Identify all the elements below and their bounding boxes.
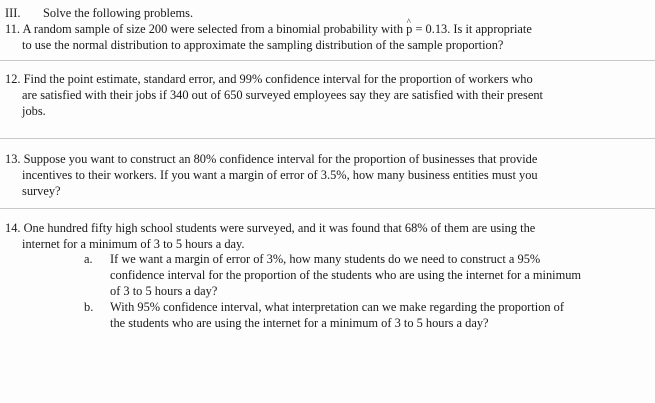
subpart-a-letter: a. [84, 252, 93, 266]
problem-11-line-2: to use the normal distribution to approximate the sampling distribution of the sample proportion? [22, 38, 504, 52]
problem-14-number: 14. [5, 221, 21, 235]
subpart-b-letter: b. [84, 300, 94, 314]
divider [0, 138, 655, 139]
section-heading [5, 6, 193, 21]
problem-12-number: 12. [5, 72, 21, 86]
problem-13-line-1: 13. Suppose you want to construct an 80% confidence interval for the proportion of businesses that provide [5, 152, 538, 166]
problem-11-line-1: 11. A random sample of size 200 were selected from a binomial probability with ^ p = 0.13. Is it appropriate [5, 22, 532, 37]
subpart-b-line-2: the students who are using the internet for a minimum of 3 to 5 hours a day? [110, 316, 489, 330]
problem-14-line-2: internet for a minimum of 3 to 5 hours a day. [22, 237, 245, 251]
problem-13-number: 13. [5, 152, 21, 166]
problem-13-line-3: survey? [22, 184, 61, 198]
problem-11-number: 11. [5, 22, 21, 36]
problem-12-line-1: 12. Find the point estimate, standard error, and 99% confidence interval for the proportion of workers who [5, 72, 533, 86]
problem-13-line-2: incentives to their workers. If you want a margin of error of 3.5%, how many business entities must you [22, 168, 538, 182]
section-numeral: III. [5, 6, 21, 20]
divider [0, 208, 655, 209]
section-title: Solve the following problems. [43, 6, 194, 20]
subpart-a-line-2: confidence interval for the proportion of the students who are using the internet for a minimum [110, 268, 582, 282]
subpart-b-line-1: b. With 95% confidence interval, what interpretation can we make regarding the proportion of [84, 300, 565, 314]
p-hat-symbol: ^ p [406, 22, 412, 37]
subpart-a-line-1: a. If we want a margin of error of 3%, how many students do we need to construct a 95% [84, 252, 541, 266]
problem-14-line-1: 14. One hundred fifty high school students were surveyed, and it was found that 68% of them are using the [5, 221, 536, 235]
divider [0, 60, 655, 61]
problem-12-line-2: are satisfied with their jobs if 340 out of 650 surveyed employees say they are satisfied with their present [22, 88, 543, 102]
subpart-a-line-3: of 3 to 5 hours a day? [110, 284, 218, 298]
problem-12-line-3: jobs. [22, 104, 46, 118]
